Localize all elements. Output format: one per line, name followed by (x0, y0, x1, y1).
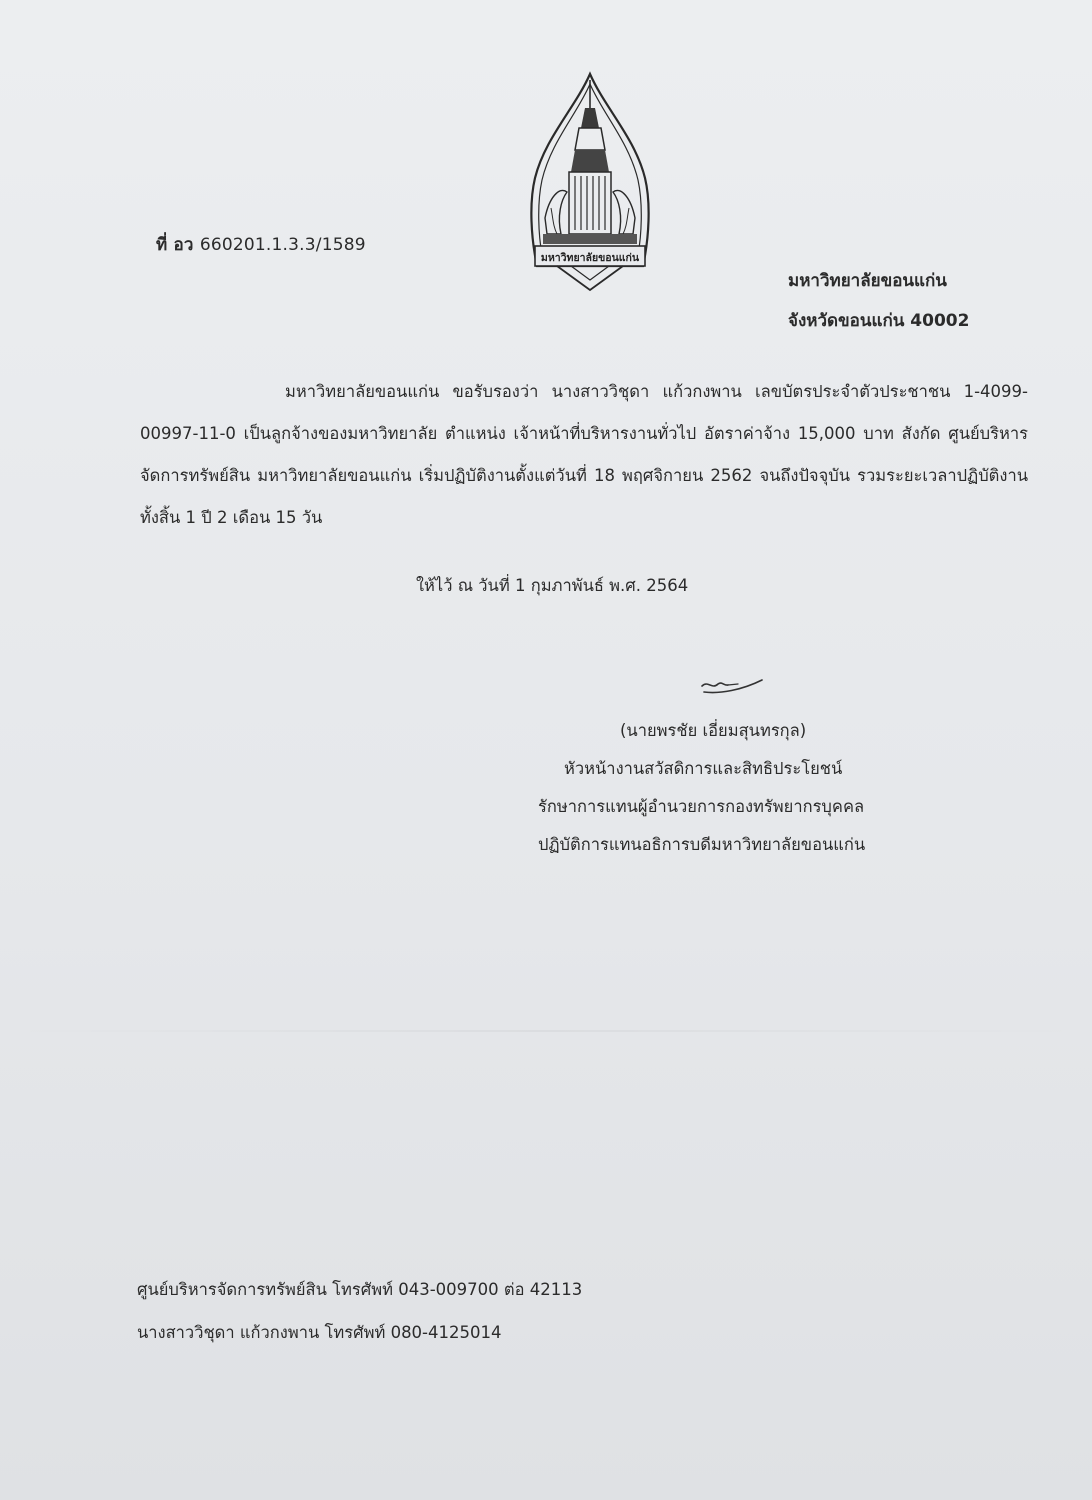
signer-title: หัวหน้างานสวัสดิการและสิทธิประโยชน์ (564, 759, 843, 778)
sender-address (788, 261, 969, 341)
reference-number (156, 231, 366, 258)
signer-name: (นายพรชัย เอี่ยมสุนทรกุล) (620, 721, 807, 740)
address-line: จังหวัดขอนแก่น 40002 (788, 311, 970, 331)
handwritten-signature (698, 672, 766, 700)
address-line: มหาวิทยาลัยขอนแก่น (788, 271, 947, 291)
university-emblem-icon (527, 68, 653, 296)
reference-code: 660201.1.3.3/1589 (199, 235, 366, 255)
paper-fold (0, 1030, 1092, 1032)
reference-prefix: ที่ อว (156, 235, 194, 255)
footer-line: นางสาววิชุดา แก้วกงพาน โทรศัพท์ 080-4125014 (137, 1323, 502, 1342)
emblem-name-text: มหาวิทยาลัยขอนแก่น (540, 252, 640, 264)
signer-title: ปฏิบัติการแทนอธิการบดีมหาวิทยาลัยขอนแก่น (538, 835, 866, 854)
given-date: ให้ไว้ ณ วันที่ 1 กุมภาพันธ์ พ.ศ. 2564 (416, 576, 689, 595)
contact-footer (137, 1268, 582, 1354)
footer-line: ศูนย์บริหารจัดการทรัพย์สิน โทรศัพท์ 043-009700 ต่อ 42113 (137, 1280, 583, 1299)
signer-title: รักษาการแทนผู้อำนวยการกองทรัพยากรบุคคล (538, 797, 865, 816)
certificate-body: มหาวิทยาลัยขอนแก่น ขอรับรองว่า นางสาววิชุดา แก้วกงพาน เลขบัตรประจำตัวประชาชน 1-4099-00997-11-0 เป็นลูกจ้างของมหาวิทยาลัย ตำแหน่ง เจ้าหน้าที่บริหารงานทั่วไป อัตราค่าจ้าง 15,000 บาท สังกัด ศูนย์บริหารจัดการทรัพย์สิน มหาวิทยาลัยขอนแก่น เริ่มปฏิบัติงานตั้งแต่วันที่ 18 พฤศจิกายน 2562 จนถึงปัจจุบัน รวมระยะเวลาปฏิบัติงานทั้งสิ้น 1 ปี 2 เดือน 15 วัน (140, 382, 1028, 527)
signer-block (520, 712, 920, 864)
